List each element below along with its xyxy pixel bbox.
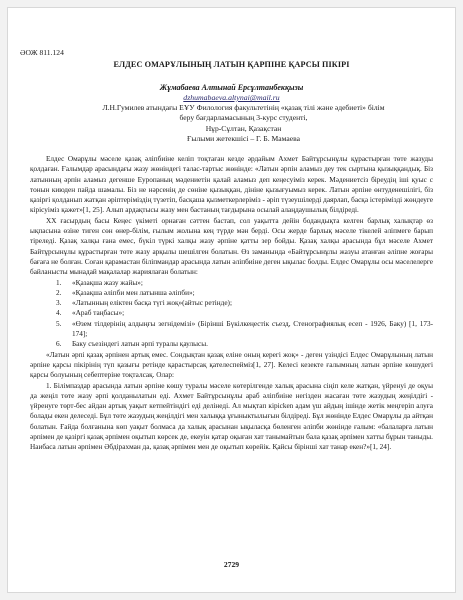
list-item	[30, 339, 433, 349]
body-paragraph: Елдес Омарұлы мәселе қазақ әліпбиіне келіп тоқтаған кезде әрдайым Ахмет Байтұрсынұлы құрастырған төте жазуды қолдаған. Ғалымдар арасындағы жазу жөніндегі талас-тартыс жөнінде: «Латын әрпін аламыз деу тек сыртына қызыққандық. Біз латынның әрпін аламыз дегенше Еуропаның мәдениетін қалай аламыз деп кеңесуіміз керек. Мәдениетсіз біреудің іші қуыс с тонын киюден пайда шамалы. Біз не нәрсенің де сөніне қызыққан, дініне қызығуымыз керек. Латын әрпіне өнтуденешілігі, біз қазірғі қолданып жатқан әріптеріміздің түзетіп, басқаша қызметкерлеріміз - әріп түзеушілерді даярлап, басқа істерімізді жөндеуге кірісуіміз қажет»[1, 25]. Алып ардақтысы жазу мен бастаның тағдырына осылай алаңдаушылық білдіреді.	[30, 155, 433, 215]
list-number: 1.	[56, 278, 62, 287]
page-number: 2729	[223, 560, 240, 569]
list-item	[30, 298, 433, 308]
list-item	[30, 308, 433, 318]
body-paragraph: 1. Білімпаздар арасында латын әрпіне көшу туралы мәселе көтерілгенде халық арасына сіңіп келе жатқан, үйренуі де оқуы да жеңіл төте жазу әрпі қолданылатын еді. Ахмет Байтұрсынұлы араб әліпбиіне негізден жасаған төте жазудың жеңілдігі - үйренуге төрт-бес айдан артық уақыт кетпейтіндігі еді делінеді. Ал мықтап кірісken адам үш айдың ішінде жетік меңгеріп алуға болады екен делеседі. Бұл төте жазудың жеңілдігі мен халыққа ұғыныктылығын білдіреді. Бұл жөнінде Елдес Омарұлы да айтқан болатын. Ғайда болғанына көп уақыт болмаса да халық арасынан ықыласқа бөленген әліпби жөнінде ғалым: «балаларға латын әрпімен де қазіргі қазақ әрпімен оқытып көрсек де, екеуін қатар оқыған хат танымайтын бала қазақ әрпімен хатты бұрын таныды. Наибаса латын әрпімен Әбдірахман да, қазақ әрпімен мен де оқытып көрейік. Қайсы бірінші хат танар екен?»[1, 24].	[30, 381, 433, 452]
publication-list	[30, 278, 433, 350]
article-body	[30, 154, 433, 453]
list-text: «Араб таңбасы»;	[72, 309, 125, 318]
list-number: 6.	[56, 340, 62, 349]
list-text: Баку съезіндегі латын әрпі туралы қаулысы.	[72, 340, 208, 349]
affiliation	[72, 103, 415, 145]
list-text: «Қазақша әліпби мен латынша әліпби»;	[72, 288, 195, 297]
list-number: 4.	[56, 309, 62, 318]
list-item	[30, 288, 433, 298]
affiliation-line: Нұр-Сұлтан, Қазақстан	[205, 123, 282, 133]
author-email[interactable]: dzhumabaeva.altynai@mail.ru	[183, 93, 280, 102]
list-text: «Латынның еліктен басқа түгі жоқ»(айтыс ретінде);	[72, 299, 232, 308]
list-number: 5.	[56, 319, 62, 328]
list-text: «Қазақша жазу жайы»;	[72, 278, 143, 287]
affiliation-line: беру бағдарламасының 3-курс студенті,	[179, 113, 308, 123]
list-item	[30, 278, 433, 288]
article-title: ЕЛДЕС ОМАРҰЛЫНЫҢ ЛАТЫН ҚАРПІНЕ ҚАРСЫ ПІКІРІ	[113, 60, 350, 69]
affiliation-line: Ғылыми жетекшісі – Г. Б. Мамаева	[186, 134, 301, 144]
list-text: «Өзем тілдерінің алдыңғы зегнідемізі» (Бірінші Бүкілкеңестік съезд, Стенографиялық есеп - 1926, Баку) [1, 173-174];	[72, 319, 433, 339]
list-number: 3.	[56, 299, 62, 308]
list-item	[30, 319, 433, 340]
body-paragraph: ХХ ғасырдың басы Кеңес үкіметі орнаған сәттен бастап, сол уақытта дейін бодандықта келген барлық халықтар өз ықпасына өзіне тиген сөн өнер-білім, ғылым жолына кең түрде мән берді. Осы жерде барлық мәселе тікелей әліпмеге барып тіреледі. Қазақ халқы ғана емес, бүкіл түркі халқы жазу әрпіне қатты зер бойды. Қазақ халқы арасында бұл мәселе Ахмет Байтұрсынұлы құрастырған төте жазу арқылы шешілген болатын. Өз заманында «Байтұрсынұлы жазуы атанған әліпне жоғары бағаға не болған. Соған қарамастан біліпмандар арасында латын әліпбиіне деген ықылас болды. Елдес Омарұлы осы мәселелерге байланысты мынадай мақалалар жариялаған болатын:	[30, 216, 433, 277]
udk-code: ӘОЖ 811.124	[20, 48, 64, 57]
body-paragraph: «Латын әрпі қазақ әрпінен артық емес. Сондықтан қазақ еліне оның керегі жоқ» - деген үзіндісі Елдес Омарұлының латын әрпіне қарсы пікірінің түп қазығы ретінде қарастырсақ қателеспейміз[1, 27]. Келесі кезекте ғалымның латын әрпіне көшудегі қарсы болуының себептеріне тоқталсақ. Олар:	[30, 350, 433, 380]
affiliation-line: Л.Н.Гумилев атындағы ЕҰУ Филология факультетінің «қазақ тілі және әдебиеті» білім	[102, 103, 385, 112]
list-number: 2.	[56, 288, 62, 297]
document-page	[8, 8, 455, 592]
author-name: Жұмабаева Алтынай Ерсұлтанбекқызы	[159, 83, 304, 92]
